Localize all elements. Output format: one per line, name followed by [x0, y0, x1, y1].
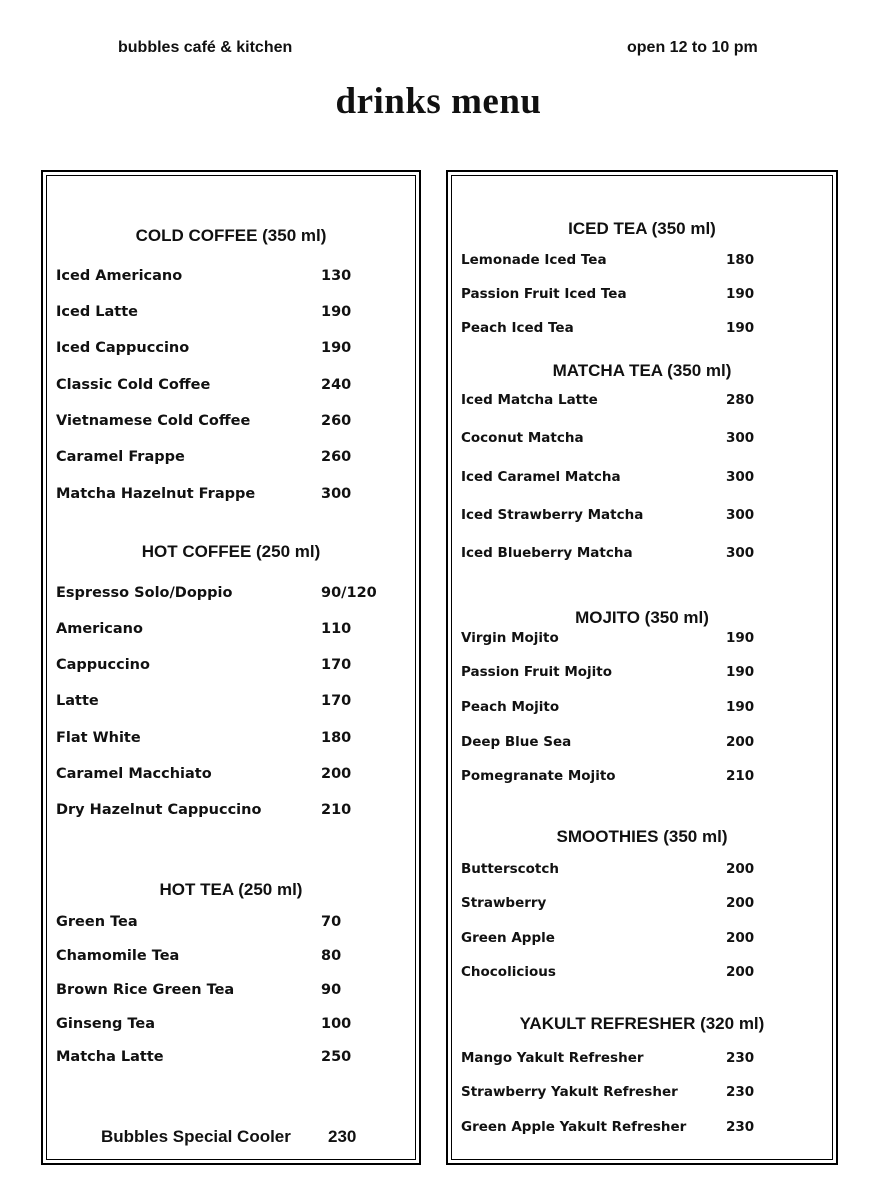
menu-item-price: 200: [321, 766, 352, 782]
menu-item-price: 300: [726, 430, 755, 446]
menu-item-price: 190: [726, 320, 755, 336]
menu-item-price: 230: [726, 1084, 755, 1100]
menu-item-name: Passion Fruit Iced Tea: [461, 286, 627, 302]
page-title: drinks menu: [335, 81, 542, 122]
menu-item-price: 260: [321, 449, 352, 465]
section-title-yakult-refresher: YAKULT REFRESHER (320 ml): [519, 1014, 765, 1033]
menu-item-price: 190: [726, 286, 755, 302]
menu-item-name: Virgin Mojito: [461, 630, 559, 646]
menu-item-price: 90: [321, 982, 342, 998]
menu-item-name: Americano: [56, 621, 143, 637]
menu-item-price: 200: [726, 964, 755, 980]
menu-item-price: 190: [321, 340, 352, 356]
section-title-matcha-tea: MATCHA TEA (350 ml): [552, 361, 732, 380]
menu-item-price: 190: [321, 304, 352, 320]
section-title-cold-coffee: COLD COFFEE (350 ml): [135, 226, 327, 245]
menu-item-name: Deep Blue Sea: [461, 734, 572, 750]
section-title-iced-tea: ICED TEA (350 ml): [568, 219, 716, 238]
menu-item-price: 130: [321, 268, 352, 284]
section-title-smoothies: SMOOTHIES (350 ml): [556, 827, 728, 846]
menu-item-name: Mango Yakult Refresher: [461, 1050, 644, 1066]
menu-item-price: 70: [321, 914, 342, 930]
menu-item-price: 170: [321, 657, 352, 673]
menu-item-name: Chocolicious: [461, 964, 556, 980]
menu-item-name: Strawberry: [461, 895, 547, 911]
menu-item-name: Chamomile Tea: [56, 948, 180, 964]
menu-item-price: 190: [726, 664, 755, 680]
menu-item-price: 280: [726, 392, 755, 408]
menu-item-name: Flat White: [56, 730, 141, 746]
special-cooler-name: Bubbles Special Cooler: [101, 1127, 291, 1146]
menu-item-name: Caramel Frappe: [56, 449, 185, 465]
menu-item-name: Iced Cappuccino: [56, 340, 190, 356]
menu-item-price: 80: [321, 948, 342, 964]
menu-item-price: 210: [321, 802, 352, 818]
menu-item-name: Brown Rice Green Tea: [56, 982, 235, 998]
menu-item-name: Peach Mojito: [461, 699, 560, 715]
menu-item-name: Latte: [56, 693, 99, 709]
menu-item-name: Caramel Macchiato: [56, 766, 212, 782]
menu-item-price: 190: [726, 630, 755, 646]
menu-item-price: 300: [726, 469, 755, 485]
menu-item-price: 260: [321, 413, 352, 429]
menu-item-price: 100: [321, 1016, 352, 1032]
menu-item-name: Strawberry Yakult Refresher: [461, 1084, 678, 1100]
menu-item-name: Green Tea: [56, 914, 138, 930]
menu-item-name: Passion Fruit Mojito: [461, 664, 613, 680]
menu-item-price: 230: [726, 1050, 755, 1066]
menu-item-price: 180: [726, 252, 755, 268]
menu-item-price: 200: [726, 861, 755, 877]
section-title-hot-tea: HOT TEA (250 ml): [159, 880, 303, 899]
section-title-hot-coffee: HOT COFFEE (250 ml): [141, 542, 321, 561]
menu-item-price: 250: [321, 1049, 352, 1065]
menu-item-name: Peach Iced Tea: [461, 320, 574, 336]
menu-item-name: Iced Americano: [56, 268, 183, 284]
menu-item-price: 300: [321, 486, 352, 502]
menu-item-name: Iced Strawberry Matcha: [461, 507, 644, 523]
menu-item-price: 200: [726, 930, 755, 946]
menu-item-name: Espresso Solo/Doppio: [56, 585, 233, 601]
menu-item-price: 300: [726, 545, 755, 561]
menu-item-name: Iced Latte: [56, 304, 138, 320]
menu-item-name: Green Apple: [461, 930, 555, 946]
menu-item-name: Green Apple Yakult Refresher: [461, 1119, 687, 1135]
menu-item-price: 110: [321, 621, 352, 637]
menu-item-price: 210: [726, 768, 755, 784]
menu-item-name: Cappuccino: [56, 657, 150, 673]
menu-item-name: Matcha Hazelnut Frappe: [56, 486, 256, 502]
menu-item-name: Ginseng Tea: [56, 1016, 155, 1032]
menu-item-name: Lemonade Iced Tea: [461, 252, 607, 268]
menu-item-name: Iced Blueberry Matcha: [461, 545, 633, 561]
special-cooler-price: 230: [328, 1127, 357, 1146]
menu-item-price: 300: [726, 507, 755, 523]
section-title-mojito: MOJITO (350 ml): [575, 608, 709, 627]
menu-item-name: Classic Cold Coffee: [56, 377, 211, 393]
menu-item-name: Dry Hazelnut Cappuccino: [56, 802, 262, 818]
menu-item-price: 180: [321, 730, 352, 746]
menu-item-name: Vietnamese Cold Coffee: [56, 413, 251, 429]
menu-item-price: 230: [726, 1119, 755, 1135]
opening-hours: open 12 to 10 pm: [627, 39, 758, 56]
menu-item-price: 170: [321, 693, 352, 709]
menu-item-price: 200: [726, 734, 755, 750]
menu-item-name: Butterscotch: [461, 861, 560, 877]
menu-item-price: 90/120: [321, 585, 377, 601]
menu-item-name: Iced Matcha Latte: [461, 392, 598, 408]
menu-item-name: Iced Caramel Matcha: [461, 469, 621, 485]
menu-item-price: 200: [726, 895, 755, 911]
menu-item-price: 190: [726, 699, 755, 715]
menu-item-name: Matcha Latte: [56, 1049, 164, 1065]
menu-item-name: Coconut Matcha: [461, 430, 584, 446]
menu-item-price: 240: [321, 377, 352, 393]
cafe-name: bubbles café & kitchen: [118, 39, 293, 56]
menu-item-name: Pomegranate Mojito: [461, 768, 616, 784]
